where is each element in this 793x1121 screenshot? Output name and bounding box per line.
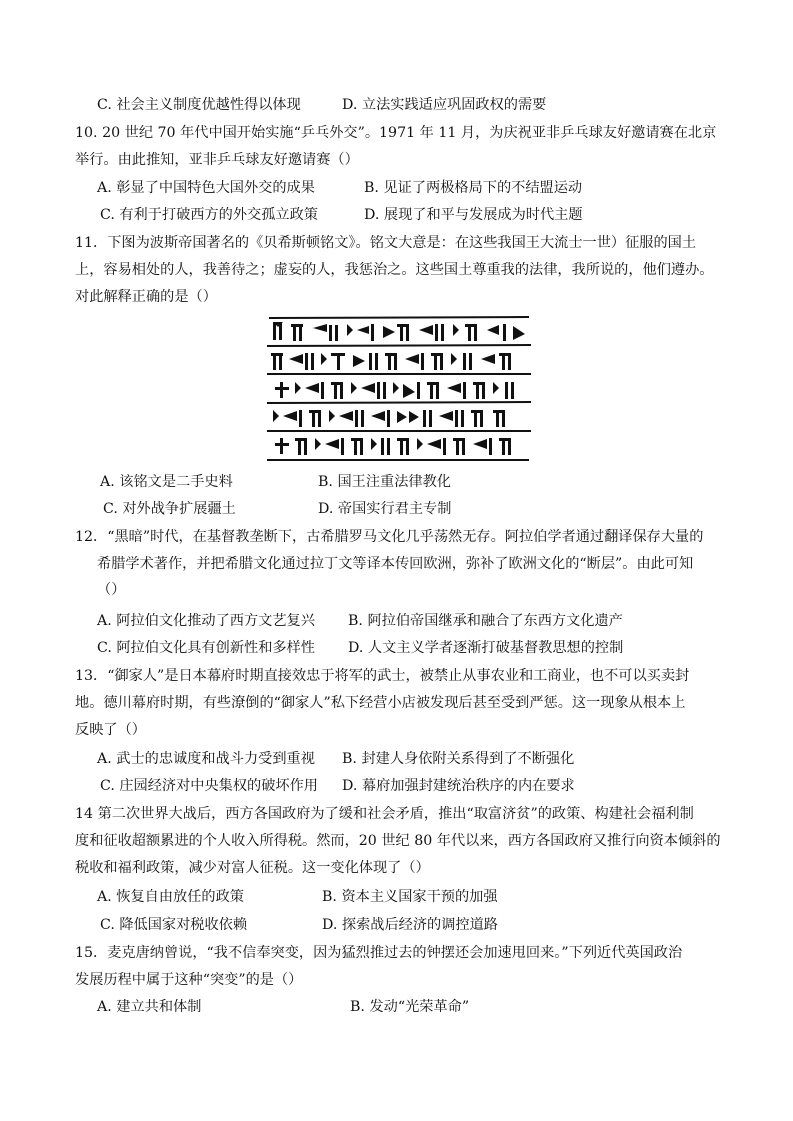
q14-option-b: B. 资本主义国家干预的加强 xyxy=(322,889,498,905)
q9-option-c: C. 社会主义制度优越性得以体现 xyxy=(97,97,301,113)
q10-option-c: C. 有利于打破西方的外交孤立政策 xyxy=(100,207,318,223)
q11-option-d: D. 帝国实行君主专制 xyxy=(318,501,452,517)
q14-option-a: A. 恢复自由放任的政策 xyxy=(97,889,244,905)
q11-option-c: C. 对外战争扩展疆土 xyxy=(103,501,236,517)
q13-option-d: D. 幕府加强封建统治秩序的内在要求 xyxy=(342,778,575,794)
q14-stem-line2: 度和征收超额累进的个人收入所得税。然而，20 世纪 80 年代以来，西方各国政府又推行向资本倾斜的 xyxy=(75,833,721,849)
q13-option-a: A. 武士的忠诚度和战斗力受到重视 xyxy=(97,751,315,767)
q13-stem-line3: 反映了（） xyxy=(75,722,146,738)
q10-option-b: B. 见证了两极格局下的不结盟运动 xyxy=(364,180,583,196)
q13-stem-line2: 地。德川幕府时期，有些潦倒的“御家人”私下经营小店被发现后甚至受到严惩。这一现象从根本上 xyxy=(75,695,686,711)
q10-option-a: A. 彰显了中国特色大国外交的成果 xyxy=(97,180,315,196)
q12-stem-line2: 希腊学术著作，并把希腊文化通过拉丁文等译本传回欧洲，弥补了欧洲文化的“断层”。由此可知 xyxy=(97,556,694,572)
q15-stem-line2: 发展历程中属于这种“突变”的是（） xyxy=(75,972,303,988)
q13-option-b: B. 封建人身依附关系得到了不断强化 xyxy=(342,751,575,767)
q11-stem-line2: 上，容易相处的人，我善待之；虚妄的人，我惩治之。这些国土尊重我的法律，我所说的，他们遵办。 xyxy=(75,262,714,278)
q15-stem-line1: 15．麦克唐纳曾说，“我不信奉突变，因为猛烈推过去的钟摆还会加速甩回来。”下列近代英国政治 xyxy=(75,945,683,961)
q12-option-b: B. 阿拉伯帝国继承和融合了东西方文化遗产 xyxy=(348,613,623,629)
q15-option-b: B. 发动“光荣革命” xyxy=(350,999,470,1015)
q12-stem-line1: 12．“黑暗”时代，在基督教垄断下，古希腊罗马文化几乎荡然无存。阿拉伯学者通过翻译保存大量的 xyxy=(75,529,704,545)
q11-stem-line3: 对此解释正确的是（） xyxy=(75,289,217,305)
q14-stem-line3: 税收和福利政策，减少对富人征税。这一变化体现了（） xyxy=(75,860,430,876)
q14-option-c: C. 降低国家对税收依赖 xyxy=(100,917,248,933)
q12-option-c: C. 阿拉伯文化具有创新性和多样性 xyxy=(97,640,315,656)
q10-stem-line2: 举行。由此推知，亚非乒乓球友好邀请赛（） xyxy=(75,152,359,168)
q13-stem-line1: 13．“御家人”是日本幕府时期直接效忠于将军的武士，被禁止从事农业和工商业，也不可以买卖封 xyxy=(75,668,690,684)
q12-option-d: D. 人文主义学者逐渐打破基督教思想的控制 xyxy=(348,640,624,656)
q14-stem-line1: 14 第二次世界大战后，西方各国政府为了缓和社会矛盾，推出“取富济贫”的政策、构建社会福利制 xyxy=(75,806,694,822)
q12-option-a: A. 阿拉伯文化推动了西方文艺复兴 xyxy=(97,613,315,629)
q11-stem-line1: 11．下图为波斯帝国著名的《贝希斯顿铭文》。铭文大意是：在这些我国王大流士一世）征服的国土 xyxy=(75,235,697,251)
q10-option-d: D. 展现了和平与发展成为时代主题 xyxy=(364,207,583,223)
q9-option-d: D. 立法实践适应巩固政权的需要 xyxy=(342,97,547,113)
q11-option-a: A. 该铭文是二手史料 xyxy=(100,474,233,490)
q15-option-a: A. 建立共和体制 xyxy=(97,999,202,1015)
q12-stem-line3: （） xyxy=(97,582,126,598)
q13-option-c: C. 庄园经济对中央集权的破坏作用 xyxy=(100,778,318,794)
q11-option-b: B. 国王注重法律教化 xyxy=(318,474,451,490)
q14-option-d: D. 探索战后经济的调控道路 xyxy=(322,917,498,933)
cuneiform-inscription-image xyxy=(263,314,533,464)
q10-stem-line1: 10. 20 世纪 70 年代中国开始实施“乒乓外交”。1971 年 11 月，为庆祝亚非乒乓球友好邀请赛在北京 xyxy=(75,125,717,141)
